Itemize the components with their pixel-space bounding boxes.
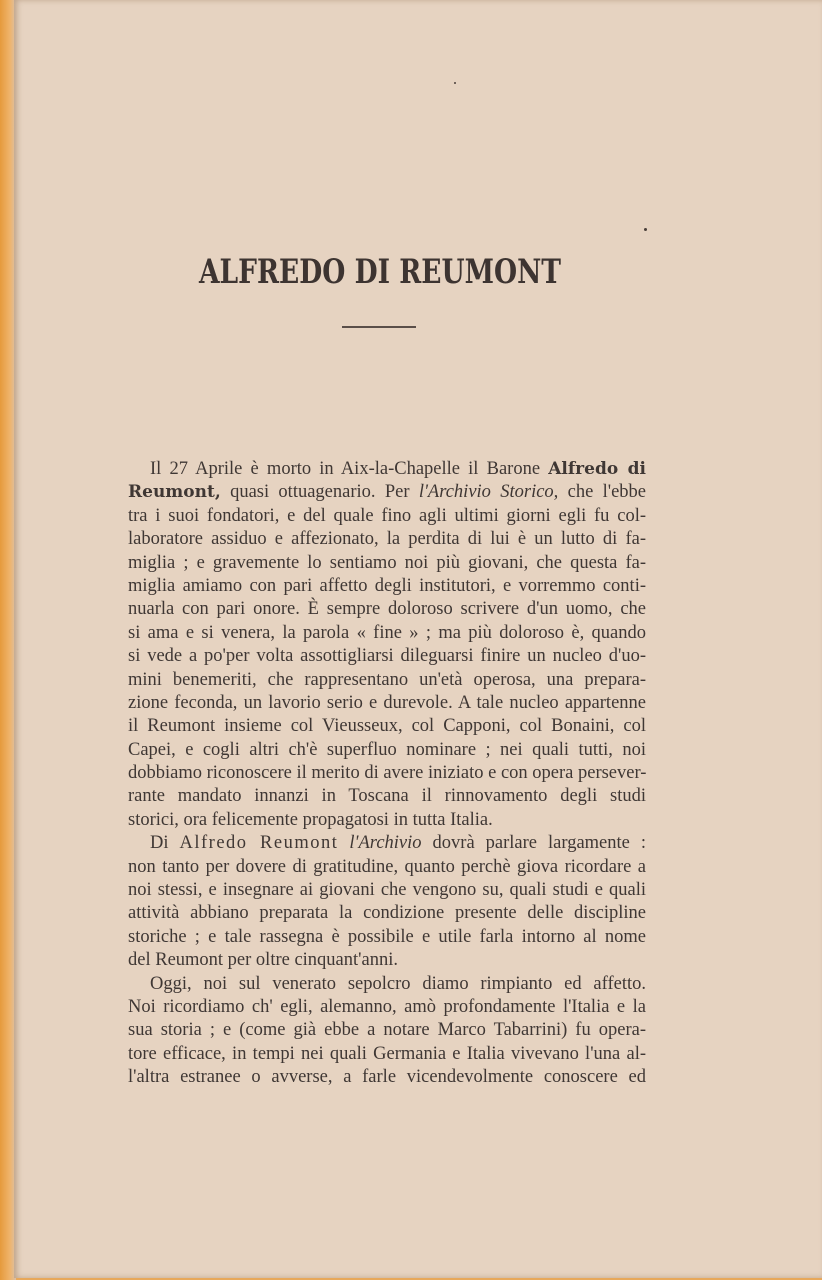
text-line: rante mandato innanzi in Toscana il rinnovamento degli studi bbox=[128, 786, 646, 807]
name-spaced: Alfredo Reumont bbox=[179, 833, 339, 854]
paragraph bbox=[128, 458, 646, 832]
text-line bbox=[128, 458, 646, 481]
text-line bbox=[128, 481, 646, 504]
page-title: ALFREDO DI REUMONT bbox=[198, 252, 562, 292]
text-run: Di bbox=[150, 833, 180, 854]
text-line: si vede a po'per volta assottigliarsi dileguarsi finire un nucleo d'uo- bbox=[128, 646, 646, 667]
text-line: storici, ora felicemente propagatosi in tutta Italia. bbox=[128, 809, 493, 830]
text-line: Capei, e cogli altri ch'è superfluo nominare ; nei quali tutti, noi bbox=[128, 739, 646, 760]
print-speck bbox=[454, 82, 456, 84]
text-line: storiche ; e tale rassegna è possibile e utile farla intorno al nome bbox=[128, 926, 646, 947]
text-run: che l'ebbe bbox=[558, 482, 646, 503]
name-bold: Alfredo di bbox=[548, 459, 646, 479]
text-line: tore efficace, in tempi nei quali Germania e Italia vivevano l'una al- bbox=[128, 1043, 646, 1064]
text-line: sua storia ; e (come già ebbe a notare Marco Tabarrini) fu opera- bbox=[128, 1020, 646, 1041]
text-line: l'altra estranee o avverse, a farle vicendevolmente conoscere ed bbox=[128, 1067, 646, 1088]
text-line: tra i suoi fondatori, e del quale fino agli ultimi giorni egli fu col- bbox=[128, 505, 646, 526]
journal-italic: l'Archivio bbox=[349, 833, 422, 854]
print-speck bbox=[644, 228, 647, 231]
text-line: Oggi, noi sul venerato sepolcro diamo rimpianto ed affetto. bbox=[150, 973, 646, 994]
text-line bbox=[128, 832, 646, 855]
text-line: noi stessi, e insegnare ai giovani che vengono su, quali studi e quali bbox=[128, 880, 646, 901]
document-body bbox=[128, 458, 646, 1090]
name-bold: Reumont, bbox=[128, 482, 221, 503]
text-run: dovrà parlare largamente : bbox=[421, 833, 647, 854]
text-run bbox=[338, 833, 349, 853]
text-line: attività abbiano preparata la condizione presente delle discipline bbox=[128, 903, 646, 924]
text-line: nuarla con pari onore. È sempre doloroso scrivere d'un uomo, che bbox=[128, 599, 646, 620]
text-line: dobbiamo riconoscere il merito di avere iniziato e con opera persever- bbox=[128, 763, 647, 784]
text-line: il Reumont insieme col Vieusseux, col Capponi, col Bonaini, col bbox=[128, 716, 646, 737]
text-line: miglia amiamo con pari affetto degli institutori, e vorremmo conti- bbox=[128, 575, 646, 596]
journal-italic: l'Archivio Storico, bbox=[418, 482, 559, 503]
text-line: laboratore assiduo e affezionato, la perdita di lui è un lutto di fa- bbox=[128, 529, 646, 550]
text-run: quasi ottuagenario. Per bbox=[220, 482, 419, 503]
text-run: Il 27 Aprile è morto in Aix-la-Chapelle il Barone bbox=[150, 459, 549, 479]
text-line: miglia ; e gravemente lo sentiamo noi più giovani, che questa fa- bbox=[128, 552, 646, 573]
text-line: zione feconda, un lavorio serio e durevole. A tale nucleo appartenne bbox=[128, 692, 646, 713]
text-line: del Reumont per oltre cinquant'anni. bbox=[128, 950, 398, 971]
paragraph bbox=[128, 973, 646, 1090]
text-line: mini benemeriti, che rappresentano un'età operosa, una prepara- bbox=[128, 669, 646, 690]
text-line: Noi ricordiamo ch' egli, alemanno, amò profondamente l'Italia e la bbox=[128, 996, 646, 1017]
text-line: non tanto per dovere di gratitudine, quanto perchè giova ricordare a bbox=[128, 856, 646, 877]
text-line: si ama e si venera, la parola « fine » ; ma più doloroso è, quando bbox=[128, 622, 646, 643]
title-rule bbox=[342, 326, 416, 328]
paragraph bbox=[128, 832, 646, 972]
